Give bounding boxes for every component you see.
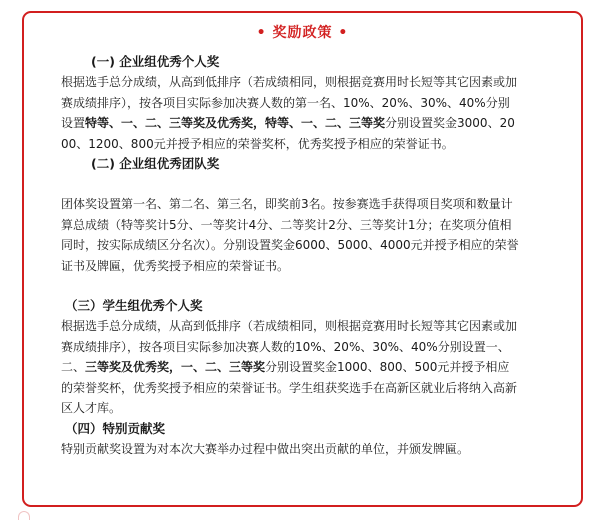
paragraph-text: 根据选手总分成绩，从高到低排序（若成绩相同，则根据竞赛用时长短等其它因素或加赛成绩排序），按各项目实际参加决赛人数的10%、20%、30%、40%分别设置一、二、	[61, 319, 518, 375]
section-heading: （三）学生组优秀个人奖	[65, 298, 203, 313]
paragraph-text: 团体奖设置第一名、第二名、第三名，即奖前3名。按参赛选手获得项目奖项和数量计算总成绩（特等奖计5分、一等奖计4分、二等奖计2分、三等奖计1分；在奖项分值相同时，按实际成绩区分名次）。分别设置奖金6000、5000、4000元并授予相应的荣誉证书及牌匾，优秀奖授予相应的荣誉证书。	[61, 197, 519, 273]
paragraph-text: 分别设置奖金1000、800、500元并授予相应的荣誉奖杯，优秀奖授予相应的荣誉证书。学生组获奖选手在高新区就业后将纳入高新区人才库。	[61, 360, 518, 416]
section-heading: (二) 企业组优秀团队奖	[91, 156, 220, 171]
paragraph-text: 根据选手总分成绩，从高到低排序（若成绩相同，则根据竞赛用时长短等其它因素或加赛成绩排序），按各项目实际参加决赛人数的第一名、10%、20%、30%、40%分别设置	[61, 75, 518, 131]
section-paragraph	[61, 316, 521, 419]
section-paragraph	[61, 72, 521, 154]
section-paragraph	[61, 439, 521, 460]
section-heading: (一) 企业组优秀个人奖	[91, 54, 220, 69]
paragraph-text-bold: 三等奖及优秀奖，一、二、三等奖	[85, 360, 266, 375]
paragraph-text-bold: 特等、一、二、三等奖及优秀奖，特等、一、二、三等奖	[85, 116, 386, 131]
paragraph-text: 特别贡献奖设置为对本次大赛举办过程中做出突出贡献的单位，并颁发牌匾。	[61, 442, 470, 456]
section-paragraph	[61, 194, 521, 276]
page-title: • 奖励政策 •	[256, 25, 349, 41]
paragraph-text: 分别设置奖金3000、2000、1200、800元并授予相应的荣誉奖杯，优秀奖授予相应的荣誉证书。	[61, 116, 515, 151]
section-heading: （四）特别贡献奖	[65, 421, 166, 436]
